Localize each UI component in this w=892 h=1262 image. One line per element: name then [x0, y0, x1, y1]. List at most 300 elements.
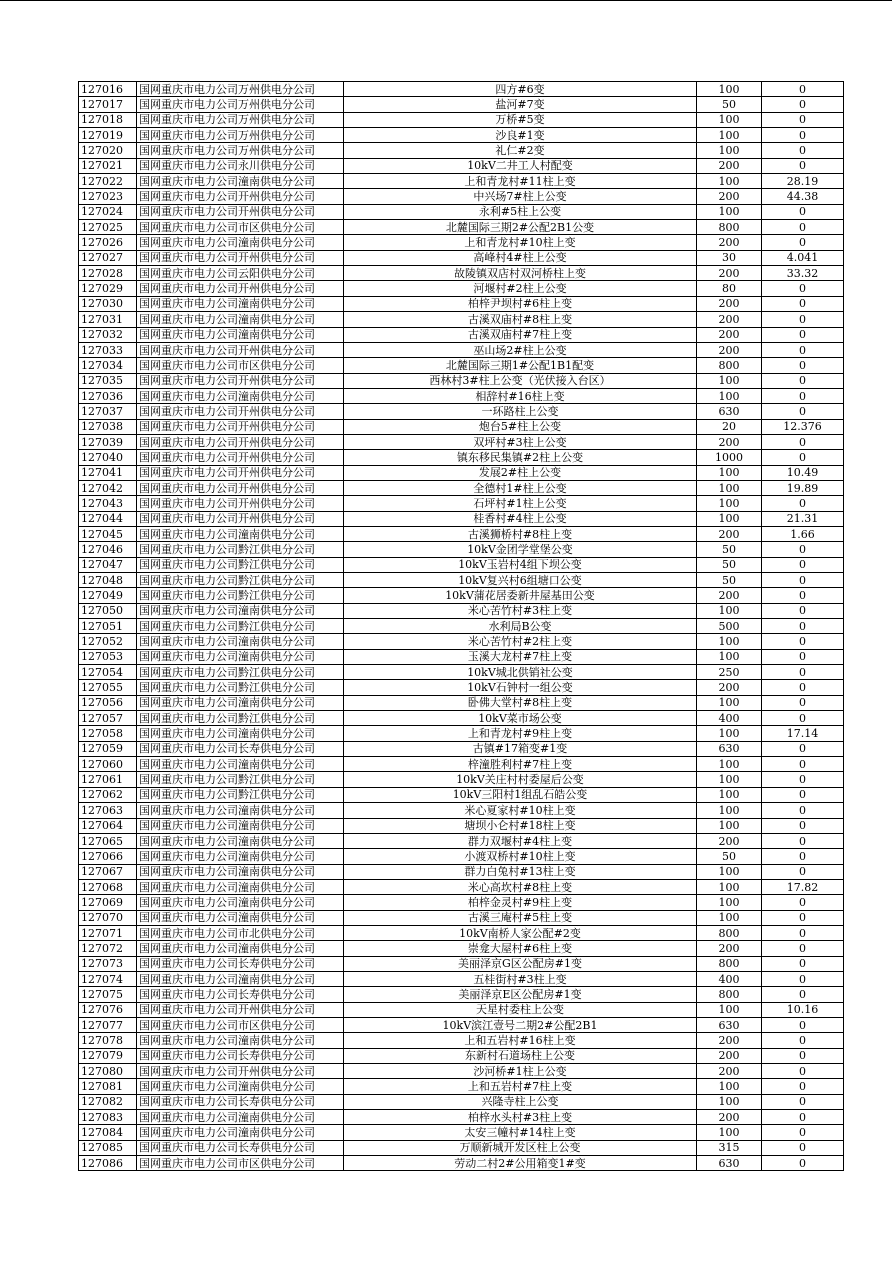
company-cell: 国网重庆市电力公司万州供电分公司	[137, 143, 344, 158]
row-id-cell: 127020	[79, 143, 137, 158]
transformer-name-cell: 玉溪大龙村#7柱上变	[344, 649, 697, 664]
value-cell: 12.376	[762, 419, 844, 434]
capacity-cell: 200	[697, 1110, 762, 1125]
row-id-cell: 127060	[79, 757, 137, 772]
row-id-cell: 127044	[79, 511, 137, 526]
table-row	[79, 235, 844, 250]
transformer-name-cell: 10kV蒲花居委新井屋基田公变	[344, 588, 697, 603]
value-cell: 19.89	[762, 480, 844, 495]
page-top-border	[0, 0, 892, 1]
company-cell: 国网重庆市电力公司市区供电分公司	[137, 220, 344, 235]
company-cell: 国网重庆市电力公司长寿供电分公司	[137, 956, 344, 971]
transformer-name-cell: 柏梓金灵村#9柱上变	[344, 895, 697, 910]
transformer-table	[78, 81, 844, 1171]
transformer-name-cell: 高峰村4#柱上公变	[344, 250, 697, 265]
value-cell: 0	[762, 143, 844, 158]
transformer-name-cell: 10kV三阳村1组乱石皓公变	[344, 787, 697, 802]
table-row	[79, 833, 844, 848]
table-row	[79, 588, 844, 603]
table-row	[79, 741, 844, 756]
capacity-cell: 630	[697, 1156, 762, 1171]
company-cell: 国网重庆市电力公司万州供电分公司	[137, 82, 344, 97]
value-cell: 0	[762, 588, 844, 603]
company-cell: 国网重庆市电力公司潼南供电分公司	[137, 849, 344, 864]
company-cell: 国网重庆市电力公司潼南供电分公司	[137, 603, 344, 618]
table-row	[79, 250, 844, 265]
row-id-cell: 127056	[79, 695, 137, 710]
value-cell: 0	[762, 1033, 844, 1048]
value-cell: 0	[762, 220, 844, 235]
row-id-cell: 127040	[79, 450, 137, 465]
capacity-cell: 200	[697, 342, 762, 357]
row-id-cell: 127053	[79, 649, 137, 664]
transformer-name-cell: 10kV二井工人村配变	[344, 158, 697, 173]
transformer-name-cell: 劳动二村2#公用箱变1#变	[344, 1156, 697, 1171]
value-cell: 28.19	[762, 174, 844, 189]
table-row	[79, 1064, 844, 1079]
table-row	[79, 434, 844, 449]
capacity-cell: 100	[697, 803, 762, 818]
company-cell: 国网重庆市电力公司潼南供电分公司	[137, 312, 344, 327]
capacity-cell: 630	[697, 404, 762, 419]
value-cell: 0	[762, 158, 844, 173]
value-cell: 1.66	[762, 526, 844, 541]
transformer-name-cell: 群力双堰村#4柱上变	[344, 833, 697, 848]
capacity-cell: 100	[697, 726, 762, 741]
row-id-cell: 127027	[79, 250, 137, 265]
row-id-cell: 127082	[79, 1094, 137, 1109]
row-id-cell: 127081	[79, 1079, 137, 1094]
value-cell: 0	[762, 373, 844, 388]
value-cell: 0	[762, 128, 844, 143]
capacity-cell: 100	[697, 373, 762, 388]
value-cell: 33.32	[762, 266, 844, 281]
table-body	[79, 82, 844, 1171]
row-id-cell: 127026	[79, 235, 137, 250]
company-cell: 国网重庆市电力公司潼南供电分公司	[137, 910, 344, 925]
value-cell: 0	[762, 557, 844, 572]
table-row	[79, 573, 844, 588]
company-cell: 国网重庆市电力公司开州供电分公司	[137, 342, 344, 357]
table-row	[79, 388, 844, 403]
company-cell: 国网重庆市电力公司市北供电分公司	[137, 925, 344, 940]
company-cell: 国网重庆市电力公司长寿供电分公司	[137, 987, 344, 1002]
company-cell: 国网重庆市电力公司潼南供电分公司	[137, 818, 344, 833]
transformer-name-cell: 太安三幢村#14柱上变	[344, 1125, 697, 1140]
company-cell: 国网重庆市电力公司潼南供电分公司	[137, 695, 344, 710]
row-id-cell: 127073	[79, 956, 137, 971]
company-cell: 国网重庆市电力公司开州供电分公司	[137, 250, 344, 265]
capacity-cell: 200	[697, 833, 762, 848]
row-id-cell: 127050	[79, 603, 137, 618]
row-id-cell: 127021	[79, 158, 137, 173]
value-cell: 0	[762, 1110, 844, 1125]
row-id-cell: 127080	[79, 1064, 137, 1079]
value-cell: 0	[762, 849, 844, 864]
table-row	[79, 1156, 844, 1171]
company-cell: 国网重庆市电力公司潼南供电分公司	[137, 1079, 344, 1094]
value-cell: 0	[762, 634, 844, 649]
transformer-name-cell: 梓潼胜利村#7柱上变	[344, 757, 697, 772]
value-cell: 0	[762, 112, 844, 127]
value-cell: 0	[762, 665, 844, 680]
company-cell: 国网重庆市电力公司潼南供电分公司	[137, 864, 344, 879]
company-cell: 国网重庆市电力公司开州供电分公司	[137, 450, 344, 465]
table-row	[79, 649, 844, 664]
capacity-cell: 500	[697, 619, 762, 634]
capacity-cell: 200	[697, 1033, 762, 1048]
transformer-name-cell: 桂香村#4柱上公变	[344, 511, 697, 526]
table-row	[79, 327, 844, 342]
transformer-name-cell: 10kV玉岩村4组下坝公变	[344, 557, 697, 572]
row-id-cell: 127052	[79, 634, 137, 649]
value-cell: 0	[762, 925, 844, 940]
transformer-name-cell: 10kV金团学堂堡公变	[344, 542, 697, 557]
transformer-name-cell: 小渡双桥村#10柱上变	[344, 849, 697, 864]
capacity-cell: 200	[697, 312, 762, 327]
row-id-cell: 127036	[79, 388, 137, 403]
value-cell: 44.38	[762, 189, 844, 204]
capacity-cell: 200	[697, 434, 762, 449]
table-row	[79, 358, 844, 373]
capacity-cell: 100	[697, 895, 762, 910]
capacity-cell: 100	[697, 1079, 762, 1094]
row-id-cell: 127058	[79, 726, 137, 741]
table-row	[79, 879, 844, 894]
table-row	[79, 1094, 844, 1109]
company-cell: 国网重庆市电力公司潼南供电分公司	[137, 1125, 344, 1140]
transformer-name-cell: 古镇#17箱变#1变	[344, 741, 697, 756]
transformer-name-cell: 北麓国际三期2#公配2B1公变	[344, 220, 697, 235]
row-id-cell: 127022	[79, 174, 137, 189]
row-id-cell: 127029	[79, 281, 137, 296]
table-row	[79, 557, 844, 572]
transformer-name-cell: 古溪双庙村#7柱上变	[344, 327, 697, 342]
capacity-cell: 100	[697, 174, 762, 189]
company-cell: 国网重庆市电力公司开州供电分公司	[137, 1002, 344, 1017]
row-id-cell: 127076	[79, 1002, 137, 1017]
value-cell: 21.31	[762, 511, 844, 526]
capacity-cell: 800	[697, 987, 762, 1002]
table-row	[79, 818, 844, 833]
company-cell: 国网重庆市电力公司开州供电分公司	[137, 189, 344, 204]
table-row	[79, 112, 844, 127]
company-cell: 国网重庆市电力公司潼南供电分公司	[137, 726, 344, 741]
transformer-name-cell: 双坪村#3柱上公变	[344, 434, 697, 449]
company-cell: 国网重庆市电力公司黔江供电分公司	[137, 573, 344, 588]
company-cell: 国网重庆市电力公司潼南供电分公司	[137, 296, 344, 311]
capacity-cell: 630	[697, 741, 762, 756]
row-id-cell: 127024	[79, 204, 137, 219]
table-row	[79, 772, 844, 787]
row-id-cell: 127065	[79, 833, 137, 848]
table-row	[79, 1002, 844, 1017]
value-cell: 0	[762, 204, 844, 219]
capacity-cell: 100	[697, 910, 762, 925]
value-cell: 0	[762, 895, 844, 910]
capacity-cell: 800	[697, 358, 762, 373]
value-cell: 0	[762, 281, 844, 296]
capacity-cell: 100	[697, 879, 762, 894]
company-cell: 国网重庆市电力公司开州供电分公司	[137, 434, 344, 449]
transformer-name-cell: 礼仁#2变	[344, 143, 697, 158]
company-cell: 国网重庆市电力公司市区供电分公司	[137, 1017, 344, 1032]
capacity-cell: 100	[697, 634, 762, 649]
company-cell: 国网重庆市电力公司潼南供电分公司	[137, 174, 344, 189]
table-row	[79, 189, 844, 204]
table-row	[79, 711, 844, 726]
value-cell: 0	[762, 573, 844, 588]
row-id-cell: 127085	[79, 1140, 137, 1155]
value-cell: 0	[762, 787, 844, 802]
transformer-name-cell: 上和五岩村#7柱上变	[344, 1079, 697, 1094]
company-cell: 国网重庆市电力公司黔江供电分公司	[137, 680, 344, 695]
capacity-cell: 200	[697, 680, 762, 695]
company-cell: 国网重庆市电力公司开州供电分公司	[137, 480, 344, 495]
value-cell: 0	[762, 910, 844, 925]
company-cell: 国网重庆市电力公司市区供电分公司	[137, 1156, 344, 1171]
table-row	[79, 1017, 844, 1032]
capacity-cell: 200	[697, 189, 762, 204]
company-cell: 国网重庆市电力公司开州供电分公司	[137, 1064, 344, 1079]
capacity-cell: 100	[697, 204, 762, 219]
capacity-cell: 100	[697, 1125, 762, 1140]
value-cell: 0	[762, 97, 844, 112]
capacity-cell: 200	[697, 235, 762, 250]
transformer-name-cell: 四方#6变	[344, 82, 697, 97]
company-cell: 国网重庆市电力公司万州供电分公司	[137, 128, 344, 143]
company-cell: 国网重庆市电力公司开州供电分公司	[137, 465, 344, 480]
company-cell: 国网重庆市电力公司市区供电分公司	[137, 358, 344, 373]
company-cell: 国网重庆市电力公司开州供电分公司	[137, 419, 344, 434]
value-cell: 4.041	[762, 250, 844, 265]
table-row	[79, 480, 844, 495]
company-cell: 国网重庆市电力公司潼南供电分公司	[137, 879, 344, 894]
row-id-cell: 127084	[79, 1125, 137, 1140]
value-cell: 0	[762, 711, 844, 726]
capacity-cell: 400	[697, 711, 762, 726]
table-row	[79, 373, 844, 388]
row-id-cell: 127057	[79, 711, 137, 726]
capacity-cell: 800	[697, 220, 762, 235]
transformer-name-cell: 米心高坎村#8柱上变	[344, 879, 697, 894]
company-cell: 国网重庆市电力公司潼南供电分公司	[137, 1033, 344, 1048]
transformer-name-cell: 柏梓水头村#3柱上变	[344, 1110, 697, 1125]
company-cell: 国网重庆市电力公司开州供电分公司	[137, 204, 344, 219]
transformer-name-cell: 美丽泽京G区公配房#1变	[344, 956, 697, 971]
row-id-cell: 127070	[79, 910, 137, 925]
table-row	[79, 450, 844, 465]
transformer-name-cell: 一环路柱上公变	[344, 404, 697, 419]
row-id-cell: 127066	[79, 849, 137, 864]
transformer-name-cell: 10kV复兴村6组塘口公变	[344, 573, 697, 588]
value-cell: 0	[762, 864, 844, 879]
capacity-cell: 1000	[697, 450, 762, 465]
row-id-cell: 127063	[79, 803, 137, 818]
capacity-cell: 80	[697, 281, 762, 296]
value-cell: 17.82	[762, 879, 844, 894]
row-id-cell: 127018	[79, 112, 137, 127]
value-cell: 0	[762, 342, 844, 357]
transformer-name-cell: 盐河#7变	[344, 97, 697, 112]
transformer-name-cell: 东新村石道场柱上公变	[344, 1048, 697, 1063]
company-cell: 国网重庆市电力公司黔江供电分公司	[137, 619, 344, 634]
table-row	[79, 404, 844, 419]
transformer-name-cell: 水利局B公变	[344, 619, 697, 634]
row-id-cell: 127049	[79, 588, 137, 603]
table-row	[79, 1110, 844, 1125]
capacity-cell: 50	[697, 573, 762, 588]
company-cell: 国网重庆市电力公司开州供电分公司	[137, 496, 344, 511]
capacity-cell: 100	[697, 818, 762, 833]
transformer-name-cell: 卧佛大堂村#8柱上变	[344, 695, 697, 710]
table-row	[79, 603, 844, 618]
value-cell: 0	[762, 542, 844, 557]
table-row	[79, 496, 844, 511]
value-cell: 0	[762, 833, 844, 848]
value-cell: 10.49	[762, 465, 844, 480]
capacity-cell: 200	[697, 526, 762, 541]
transformer-name-cell: 炮台5#柱上公变	[344, 419, 697, 434]
row-id-cell: 127025	[79, 220, 137, 235]
value-cell: 0	[762, 818, 844, 833]
row-id-cell: 127038	[79, 419, 137, 434]
company-cell: 国网重庆市电力公司开州供电分公司	[137, 511, 344, 526]
table-row	[79, 312, 844, 327]
row-id-cell: 127055	[79, 680, 137, 695]
table-row	[79, 925, 844, 940]
company-cell: 国网重庆市电力公司长寿供电分公司	[137, 1094, 344, 1109]
capacity-cell: 250	[697, 665, 762, 680]
company-cell: 国网重庆市电力公司黔江供电分公司	[137, 711, 344, 726]
capacity-cell: 50	[697, 849, 762, 864]
value-cell: 0	[762, 741, 844, 756]
row-id-cell: 127064	[79, 818, 137, 833]
table-row	[79, 511, 844, 526]
transformer-name-cell: 柏梓尹坝村#6柱上变	[344, 296, 697, 311]
value-cell: 0	[762, 1156, 844, 1171]
capacity-cell: 200	[697, 327, 762, 342]
company-cell: 国网重庆市电力公司潼南供电分公司	[137, 971, 344, 986]
capacity-cell: 100	[697, 388, 762, 403]
transformer-name-cell: 美丽泽京E区公配房#1变	[344, 987, 697, 1002]
row-id-cell: 127023	[79, 189, 137, 204]
company-cell: 国网重庆市电力公司潼南供电分公司	[137, 388, 344, 403]
value-cell: 0	[762, 1064, 844, 1079]
transformer-name-cell: 古溪双庙村#8柱上变	[344, 312, 697, 327]
transformer-name-cell: 崇龛大屋村#6柱上变	[344, 941, 697, 956]
transformer-name-cell: 兴隆寺柱上公变	[344, 1094, 697, 1109]
table-row	[79, 1079, 844, 1094]
table-row	[79, 542, 844, 557]
transformer-name-cell: 米心夏家村#10柱上变	[344, 803, 697, 818]
value-cell: 0	[762, 82, 844, 97]
company-cell: 国网重庆市电力公司潼南供电分公司	[137, 649, 344, 664]
capacity-cell: 20	[697, 419, 762, 434]
row-id-cell: 127035	[79, 373, 137, 388]
capacity-cell: 50	[697, 557, 762, 572]
table-row	[79, 158, 844, 173]
capacity-cell: 50	[697, 97, 762, 112]
value-cell: 0	[762, 619, 844, 634]
row-id-cell: 127069	[79, 895, 137, 910]
value-cell: 0	[762, 496, 844, 511]
transformer-name-cell: 相辞村#16柱上变	[344, 388, 697, 403]
row-id-cell: 127016	[79, 82, 137, 97]
value-cell: 0	[762, 772, 844, 787]
value-cell: 0	[762, 235, 844, 250]
transformer-name-cell: 巫山场2#柱上公变	[344, 342, 697, 357]
row-id-cell: 127067	[79, 864, 137, 879]
capacity-cell: 100	[697, 1002, 762, 1017]
table-row	[79, 1125, 844, 1140]
capacity-cell: 50	[697, 542, 762, 557]
transformer-name-cell: 上和五岩村#16柱上变	[344, 1033, 697, 1048]
transformer-name-cell: 镇东移民集镇#2柱上公变	[344, 450, 697, 465]
company-cell: 国网重庆市电力公司黔江供电分公司	[137, 588, 344, 603]
value-cell: 0	[762, 649, 844, 664]
value-cell: 0	[762, 1140, 844, 1155]
capacity-cell: 800	[697, 956, 762, 971]
transformer-name-cell: 西林村3#柱上公变（光伏接入台区）	[344, 373, 697, 388]
table-row	[79, 634, 844, 649]
table-row	[79, 941, 844, 956]
transformer-name-cell: 北麓国际三期1#公配1B1配变	[344, 358, 697, 373]
row-id-cell: 127086	[79, 1156, 137, 1171]
value-cell: 0	[762, 941, 844, 956]
table-row	[79, 342, 844, 357]
company-cell: 国网重庆市电力公司黔江供电分公司	[137, 542, 344, 557]
row-id-cell: 127017	[79, 97, 137, 112]
capacity-cell: 100	[697, 695, 762, 710]
capacity-cell: 100	[697, 511, 762, 526]
company-cell: 国网重庆市电力公司潼南供电分公司	[137, 235, 344, 250]
row-id-cell: 127074	[79, 971, 137, 986]
value-cell: 0	[762, 603, 844, 618]
value-cell: 0	[762, 1079, 844, 1094]
value-cell: 0	[762, 987, 844, 1002]
company-cell: 国网重庆市电力公司长寿供电分公司	[137, 1140, 344, 1155]
transformer-name-cell: 10kV石钟村一组公变	[344, 680, 697, 695]
capacity-cell: 800	[697, 925, 762, 940]
company-cell: 国网重庆市电力公司开州供电分公司	[137, 373, 344, 388]
company-cell: 国网重庆市电力公司黔江供电分公司	[137, 772, 344, 787]
row-id-cell: 127062	[79, 787, 137, 802]
row-id-cell: 127028	[79, 266, 137, 281]
table-row	[79, 787, 844, 802]
table-row	[79, 619, 844, 634]
company-cell: 国网重庆市电力公司潼南供电分公司	[137, 803, 344, 818]
capacity-cell: 400	[697, 971, 762, 986]
company-cell: 国网重庆市电力公司潼南供电分公司	[137, 327, 344, 342]
row-id-cell: 127033	[79, 342, 137, 357]
transformer-name-cell: 全德村1#柱上公变	[344, 480, 697, 495]
table-row	[79, 1048, 844, 1063]
row-id-cell: 127075	[79, 987, 137, 1002]
capacity-cell: 100	[697, 757, 762, 772]
capacity-cell: 100	[697, 143, 762, 158]
table-row	[79, 803, 844, 818]
company-cell: 国网重庆市电力公司开州供电分公司	[137, 281, 344, 296]
row-id-cell: 127083	[79, 1110, 137, 1125]
table-row	[79, 526, 844, 541]
capacity-cell: 100	[697, 480, 762, 495]
capacity-cell: 100	[697, 465, 762, 480]
transformer-name-cell: 中兴场7#柱上公变	[344, 189, 697, 204]
transformer-name-cell: 上和青龙村#9柱上变	[344, 726, 697, 741]
row-id-cell: 127034	[79, 358, 137, 373]
capacity-cell: 100	[697, 112, 762, 127]
